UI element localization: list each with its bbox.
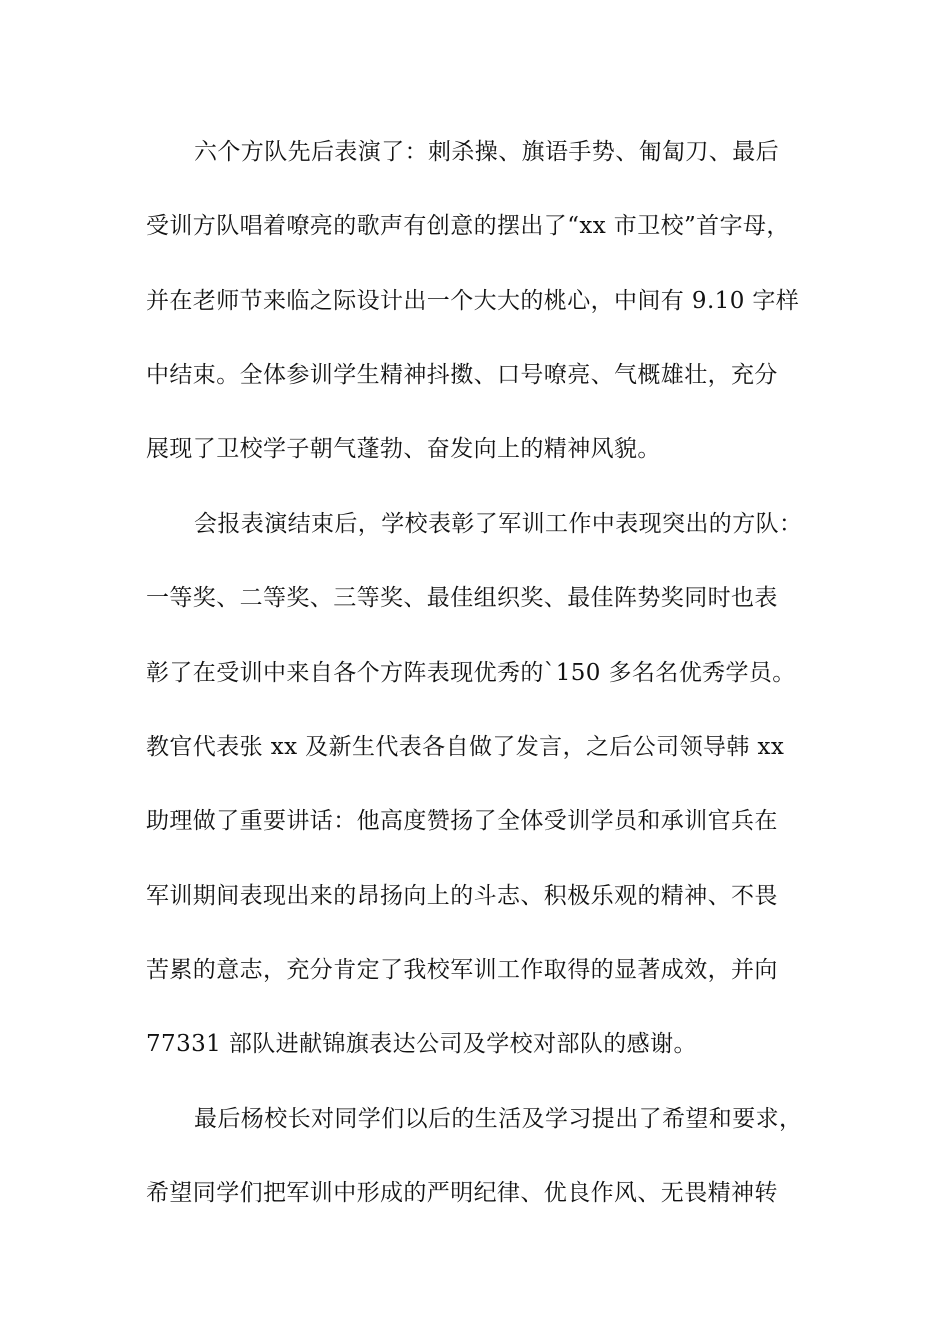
paragraph-2-line-8: 77331 部队进献锦旗表达公司及学校对部队的感谢。 (146, 1031, 697, 1057)
paragraph-2-line-6: 军训期间表现出来的昂扬向上的斗志、积极乐观的精神、不畏 (146, 883, 778, 909)
paragraph-2-line-2: 一等奖、二等奖、三等奖、最佳组织奖、最佳阵势奖同时也表 (146, 585, 778, 611)
paragraph-2-line-4: 教官代表张 xx 及新生代表各自做了发言，之后公司领导韩 xx (146, 734, 785, 760)
paragraph-2-line-3: 彰了在受训中来自各个方阵表现优秀的`150 多名名优秀学员。 (146, 660, 796, 686)
paragraph-1-line-3: 并在老师节来临之际设计出一个大大的桃心，中间有 9.10 字样 (146, 288, 800, 314)
paragraph-2-line-5: 助理做了重要讲话：他高度赞扬了全体受训学员和承训官兵在 (146, 808, 778, 834)
paragraph-1-line-5: 展现了卫校学子朝气蓬勃、奋发向上的精神风貌。 (146, 436, 661, 462)
paragraph-1-line-4: 中结束。全体参训学生精神抖擞、口号嘹亮、气概雄壮，充分 (146, 362, 778, 388)
paragraph-3-line-2: 希望同学们把军训中形成的严明纪律、优良作风、无畏精神转 (146, 1180, 778, 1206)
paragraph-1-line-1: 六个方队先后表演了：刺杀操、旗语手势、匍匐刀、最后 (194, 139, 779, 165)
paragraph-1-line-2: 受训方队唱着嘹亮的歌声有创意的摆出了“xx 市卫校”首字母， (146, 213, 790, 239)
paragraph-2-line-7: 苦累的意志，充分肯定了我校军训工作取得的显著成效，并向 (146, 957, 778, 983)
paragraph-3-line-1: 最后杨校长对同学们以后的生活及学习提出了希望和要求， (194, 1106, 803, 1132)
paragraph-2-line-1: 会报表演结束后，学校表彰了军训工作中表现突出的方队： (194, 511, 803, 537)
